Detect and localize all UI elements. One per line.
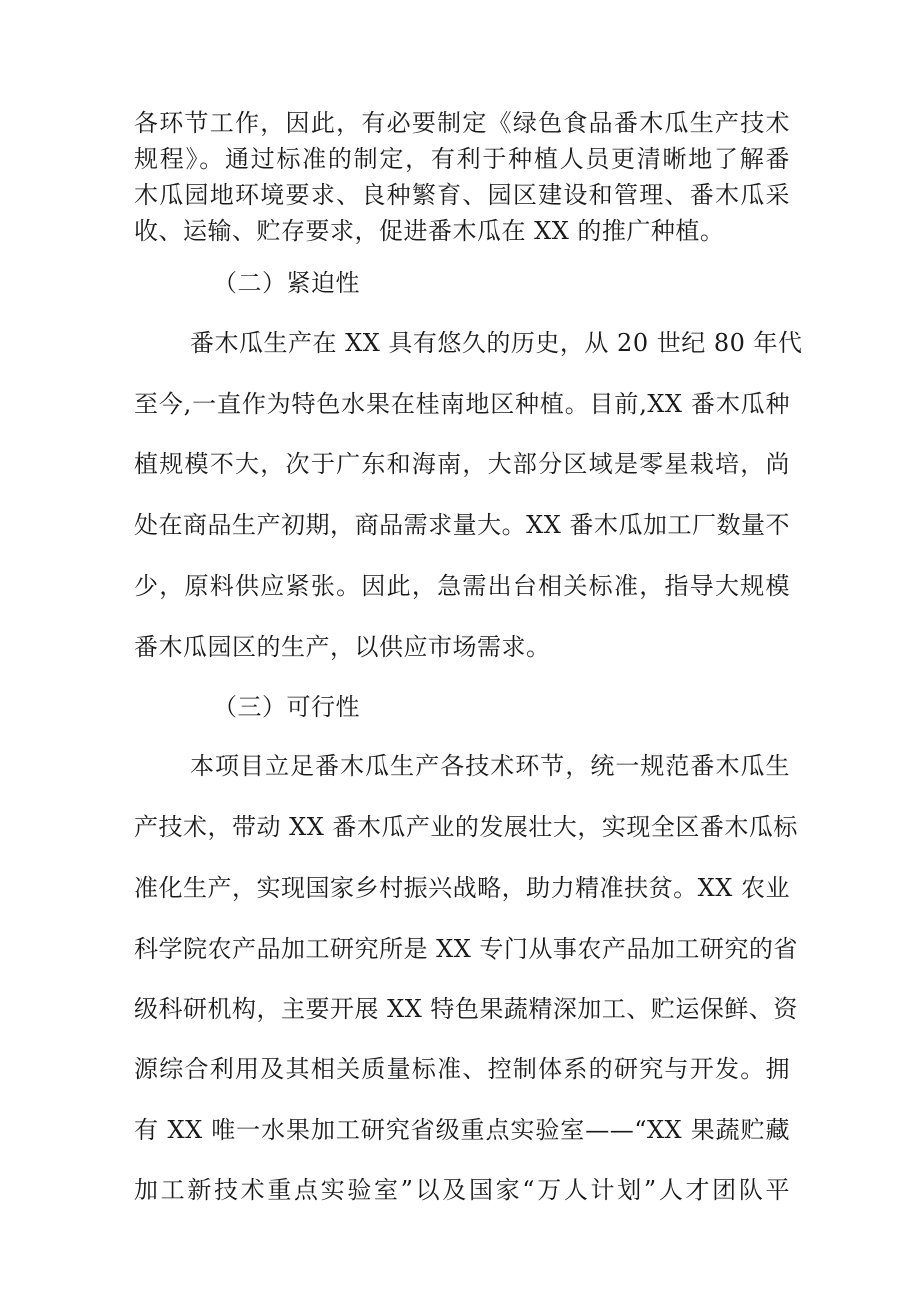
section-heading-feasibility: （三）可行性 <box>213 693 360 721</box>
urgency-line-1: 番木瓜生产在 XX 具有悠久的历史，从 20 世纪 80 年代 <box>190 329 803 357</box>
section-heading-urgency: （二）紧迫性 <box>213 269 360 297</box>
feasibility-line-1: 本项目立足番木瓜生产各技术环节，统一规范番木瓜生 <box>190 752 790 780</box>
feasibility-line-4: 科学院农产品加工研究所是 XX 专门从事农产品加工研究的省 <box>134 935 798 963</box>
feasibility-line-8: 加工新技术重点实验室”以及国家“万人计划”人才团队平 <box>134 1176 790 1204</box>
intro-line-2: 规程》。通过标准的制定，有利于种植人员更清晰地了解番 <box>134 145 790 173</box>
feasibility-line-5: 级科研机构，主要开展 XX 特色果蔬精深加工、贮运保鲜、资 <box>134 995 798 1023</box>
feasibility-line-6: 源综合利用及其相关质量标准、控制体系的研究与开发。拥 <box>134 1055 790 1083</box>
intro-line-1: 各环节工作，因此，有必要制定《绿色食品番木瓜生产技术 <box>134 109 790 137</box>
urgency-line-3: 植规模不大，次于广东和海南，大部分区域是零星栽培，尚 <box>134 450 790 478</box>
urgency-line-5: 少，原料供应紧张。因此，急需出台相关标准，指导大规模 <box>134 572 790 600</box>
feasibility-line-7: 有 XX 唯一水果加工研究省级重点实验室——“XX 果蔬贮藏 <box>134 1116 790 1144</box>
urgency-line-4: 处在商品生产初期，商品需求量大。XX 番木瓜加工厂数量不 <box>134 511 790 539</box>
intro-line-3: 木瓜园地环境要求、良种繁育、园区建设和管理、番木瓜采 <box>134 181 790 209</box>
feasibility-line-2: 产技术，带动 XX 番木瓜产业的发展壮大，实现全区番木瓜标 <box>134 813 798 841</box>
urgency-line-6: 番木瓜园区的生产，以供应市场需求。 <box>134 633 551 661</box>
urgency-line-2: 至今,一直作为特色水果在桂南地区种植。目前,XX 番木瓜种 <box>134 390 790 418</box>
intro-line-4: 收、运输、贮存要求，促进番木瓜在 XX 的推广种植。 <box>134 217 725 245</box>
feasibility-line-3: 准化生产，实现国家乡村振兴战略，助力精准扶贫。XX 农业 <box>134 874 790 902</box>
